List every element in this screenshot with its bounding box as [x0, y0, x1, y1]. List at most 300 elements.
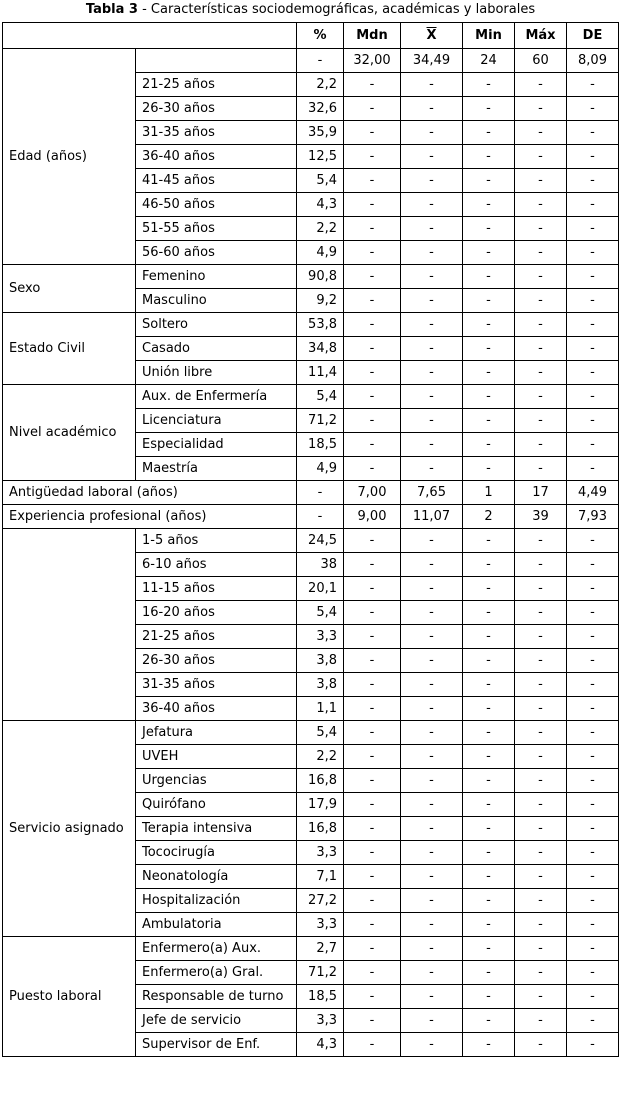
cell-min-empty: -: [463, 937, 515, 961]
row-label: Tococirugía: [136, 841, 297, 865]
cell-de-empty: -: [567, 889, 619, 913]
row-label: 36-40 años: [136, 697, 297, 721]
cell-max-empty: -: [515, 697, 567, 721]
cell-de: 8,09: [567, 49, 619, 73]
cell-pct: 3,3: [297, 913, 344, 937]
cell-de-empty: -: [567, 793, 619, 817]
cell-min: 2: [463, 505, 515, 529]
row-label: Masculino: [136, 289, 297, 313]
cell-max-empty: -: [515, 121, 567, 145]
table-caption: [0, 0, 621, 22]
cell-de-empty: -: [567, 1033, 619, 1057]
cell-pct: 3,3: [297, 841, 344, 865]
mean-symbol: $\overline{X}$: [426, 28, 437, 43]
cell-de-empty: -: [567, 673, 619, 697]
cell-pct: 32,6: [297, 97, 344, 121]
cell-mdn-empty: -: [344, 889, 401, 913]
cell-mean-empty: -: [401, 817, 463, 841]
cell-mdn-empty: -: [344, 985, 401, 1009]
table-row: [3, 265, 619, 289]
cell-pct: 90,8: [297, 265, 344, 289]
cell-mean-empty: -: [401, 601, 463, 625]
cell-mean-empty: -: [401, 673, 463, 697]
header-mean: [401, 23, 463, 49]
cell-mean: 7,65: [401, 481, 463, 505]
cell-pct: 3,3: [297, 1009, 344, 1033]
cell-mdn: 9,00: [344, 505, 401, 529]
cell-min-empty: -: [463, 673, 515, 697]
cell-mean-empty: -: [401, 121, 463, 145]
cell-mdn-empty: -: [344, 961, 401, 985]
cell-mean-empty: -: [401, 721, 463, 745]
table-body: [3, 49, 619, 1057]
header-blank: [3, 23, 297, 49]
cell-mdn-empty: -: [344, 217, 401, 241]
row-label: 31-35 años: [136, 121, 297, 145]
cell-mean-empty: -: [401, 193, 463, 217]
cell-max-empty: -: [515, 241, 567, 265]
cell-mean-empty: -: [401, 361, 463, 385]
cell-pct: 2,2: [297, 745, 344, 769]
table-row: [3, 505, 619, 529]
cell-pct: 35,9: [297, 121, 344, 145]
cell-max-empty: -: [515, 913, 567, 937]
cell-max-empty: -: [515, 1009, 567, 1033]
cell-min-empty: -: [463, 289, 515, 313]
cell-max-empty: -: [515, 409, 567, 433]
row-label: Antigüedad laboral (años): [3, 481, 297, 505]
cell-mdn-empty: -: [344, 1033, 401, 1057]
cell-max-empty: -: [515, 841, 567, 865]
cell-de-empty: -: [567, 697, 619, 721]
cell-mdn-empty: -: [344, 193, 401, 217]
cell-mdn-empty: -: [344, 817, 401, 841]
cell-de: 4,49: [567, 481, 619, 505]
cell-pct: 4,9: [297, 241, 344, 265]
cell-pct: -: [297, 49, 344, 73]
cell-pct: 11,4: [297, 361, 344, 385]
cell-mean-empty: -: [401, 289, 463, 313]
row-sublabel-empty: [136, 49, 297, 73]
cell-mdn-empty: -: [344, 337, 401, 361]
cell-mdn-empty: -: [344, 913, 401, 937]
cell-pct: 5,4: [297, 721, 344, 745]
cell-mean-empty: -: [401, 313, 463, 337]
cell-min-empty: -: [463, 409, 515, 433]
cell-mean: 11,07: [401, 505, 463, 529]
cell-mdn-empty: -: [344, 865, 401, 889]
cell-mdn-empty: -: [344, 241, 401, 265]
row-label: 26-30 años: [136, 97, 297, 121]
cell-pct: 2,2: [297, 73, 344, 97]
cell-de-empty: -: [567, 529, 619, 553]
cell-mean-empty: -: [401, 217, 463, 241]
cell-mdn-empty: -: [344, 265, 401, 289]
cell-max: 39: [515, 505, 567, 529]
cell-mean: 34,49: [401, 49, 463, 73]
cell-pct: 16,8: [297, 769, 344, 793]
cell-de-empty: -: [567, 289, 619, 313]
cell-pct: -: [297, 505, 344, 529]
row-label: Responsable de turno: [136, 985, 297, 1009]
cell-min-empty: -: [463, 865, 515, 889]
cell-min-empty: -: [463, 745, 515, 769]
cell-mdn-empty: -: [344, 1009, 401, 1033]
cell-min-empty: -: [463, 961, 515, 985]
row-label: Especialidad: [136, 433, 297, 457]
cell-max-empty: -: [515, 937, 567, 961]
cell-max-empty: -: [515, 865, 567, 889]
cell-min-empty: -: [463, 793, 515, 817]
cell-max-empty: -: [515, 1033, 567, 1057]
cell-mdn-empty: -: [344, 97, 401, 121]
row-label: Jefe de servicio: [136, 1009, 297, 1033]
cell-max-empty: -: [515, 793, 567, 817]
cell-mdn-empty: -: [344, 361, 401, 385]
cell-min-empty: -: [463, 913, 515, 937]
cell-min-empty: -: [463, 433, 515, 457]
cell-min-empty: -: [463, 337, 515, 361]
cell-pct: 27,2: [297, 889, 344, 913]
cell-pct: 17,9: [297, 793, 344, 817]
cell-de-empty: -: [567, 337, 619, 361]
cell-max-empty: -: [515, 433, 567, 457]
cell-max-empty: -: [515, 601, 567, 625]
cell-mean-empty: -: [401, 1009, 463, 1033]
cell-pct: -: [297, 481, 344, 505]
cell-max-empty: -: [515, 145, 567, 169]
cell-min-empty: -: [463, 529, 515, 553]
row-label: 6-10 años: [136, 553, 297, 577]
cell-max-empty: -: [515, 817, 567, 841]
group-label: Puesto laboral: [3, 937, 136, 1057]
cell-min-empty: -: [463, 145, 515, 169]
cell-min-empty: -: [463, 1033, 515, 1057]
cell-max: 17: [515, 481, 567, 505]
row-label: 21-25 años: [136, 73, 297, 97]
table-row: [3, 313, 619, 337]
cell-mdn-empty: -: [344, 289, 401, 313]
cell-mdn-empty: -: [344, 577, 401, 601]
cell-min-empty: -: [463, 217, 515, 241]
cell-de-empty: -: [567, 841, 619, 865]
header-max: Máx: [515, 23, 567, 49]
cell-pct: 71,2: [297, 961, 344, 985]
cell-min: 24: [463, 49, 515, 73]
group-label: [3, 529, 136, 721]
cell-mean-empty: -: [401, 145, 463, 169]
cell-mean-empty: -: [401, 385, 463, 409]
cell-de-empty: -: [567, 265, 619, 289]
cell-min-empty: -: [463, 457, 515, 481]
cell-mean-empty: -: [401, 889, 463, 913]
cell-min-empty: -: [463, 985, 515, 1009]
cell-max-empty: -: [515, 985, 567, 1009]
data-table: [2, 22, 619, 1057]
cell-mean-empty: -: [401, 625, 463, 649]
cell-pct: 71,2: [297, 409, 344, 433]
cell-mdn-empty: -: [344, 73, 401, 97]
cell-de-empty: -: [567, 937, 619, 961]
row-label: Aux. de Enfermería: [136, 385, 297, 409]
table-row: [3, 937, 619, 961]
cell-min-empty: -: [463, 73, 515, 97]
cell-mdn-empty: -: [344, 793, 401, 817]
row-label: Femenino: [136, 265, 297, 289]
cell-pct: 24,5: [297, 529, 344, 553]
cell-mean-empty: -: [401, 73, 463, 97]
cell-max-empty: -: [515, 769, 567, 793]
cell-min-empty: -: [463, 889, 515, 913]
cell-mean-empty: -: [401, 865, 463, 889]
cell-pct: 34,8: [297, 337, 344, 361]
cell-mdn-empty: -: [344, 937, 401, 961]
cell-de-empty: -: [567, 169, 619, 193]
cell-max-empty: -: [515, 193, 567, 217]
cell-min: 1: [463, 481, 515, 505]
cell-min-empty: -: [463, 193, 515, 217]
row-label: Hospitalización: [136, 889, 297, 913]
table-row: [3, 49, 619, 73]
cell-mdn-empty: -: [344, 433, 401, 457]
cell-min-empty: -: [463, 721, 515, 745]
row-label: 11-15 años: [136, 577, 297, 601]
row-label: Soltero: [136, 313, 297, 337]
cell-mdn-empty: -: [344, 169, 401, 193]
cell-pct: 5,4: [297, 601, 344, 625]
cell-max-empty: -: [515, 529, 567, 553]
cell-mdn: 7,00: [344, 481, 401, 505]
row-label: Licenciatura: [136, 409, 297, 433]
cell-pct: 2,2: [297, 217, 344, 241]
table-row: [3, 385, 619, 409]
cell-mdn-empty: -: [344, 721, 401, 745]
row-label: Ambulatoria: [136, 913, 297, 937]
cell-mdn-empty: -: [344, 313, 401, 337]
cell-pct: 9,2: [297, 289, 344, 313]
cell-max-empty: -: [515, 721, 567, 745]
cell-min-empty: -: [463, 169, 515, 193]
cell-mean-empty: -: [401, 553, 463, 577]
header-mdn: Mdn: [344, 23, 401, 49]
cell-pct: 7,1: [297, 865, 344, 889]
cell-mean-empty: -: [401, 529, 463, 553]
row-label: 36-40 años: [136, 145, 297, 169]
cell-pct: 12,5: [297, 145, 344, 169]
row-label: Neonatología: [136, 865, 297, 889]
cell-de-empty: -: [567, 817, 619, 841]
header-pct: %: [297, 23, 344, 49]
cell-mean-empty: -: [401, 433, 463, 457]
row-label: 26-30 años: [136, 649, 297, 673]
cell-max-empty: -: [515, 457, 567, 481]
cell-de-empty: -: [567, 577, 619, 601]
group-label: Sexo: [3, 265, 136, 313]
row-label: Experiencia profesional (años): [3, 505, 297, 529]
cell-de-empty: -: [567, 985, 619, 1009]
cell-pct: 20,1: [297, 577, 344, 601]
cell-de-empty: -: [567, 745, 619, 769]
cell-max-empty: -: [515, 673, 567, 697]
cell-max-empty: -: [515, 385, 567, 409]
cell-max-empty: -: [515, 889, 567, 913]
cell-min-empty: -: [463, 817, 515, 841]
cell-mean-empty: -: [401, 697, 463, 721]
cell-pct: 2,7: [297, 937, 344, 961]
cell-min-empty: -: [463, 601, 515, 625]
row-label: Jefatura: [136, 721, 297, 745]
cell-mean-empty: -: [401, 1033, 463, 1057]
cell-max-empty: -: [515, 97, 567, 121]
cell-min-empty: -: [463, 697, 515, 721]
group-label: Estado Civil: [3, 313, 136, 385]
cell-pct: 5,4: [297, 169, 344, 193]
cell-pct: 1,1: [297, 697, 344, 721]
cell-de-empty: -: [567, 121, 619, 145]
cell-mdn-empty: -: [344, 649, 401, 673]
table-row: [3, 721, 619, 745]
cell-max-empty: -: [515, 553, 567, 577]
cell-pct: 4,3: [297, 193, 344, 217]
cell-min-empty: -: [463, 97, 515, 121]
cell-min-empty: -: [463, 265, 515, 289]
cell-pct: 5,4: [297, 385, 344, 409]
cell-de-empty: -: [567, 961, 619, 985]
cell-de-empty: -: [567, 913, 619, 937]
cell-de-empty: -: [567, 361, 619, 385]
row-label: 21-25 años: [136, 625, 297, 649]
cell-pct: 53,8: [297, 313, 344, 337]
cell-pct: 3,3: [297, 625, 344, 649]
row-label: Terapia intensiva: [136, 817, 297, 841]
cell-de: 7,93: [567, 505, 619, 529]
cell-mdn-empty: -: [344, 745, 401, 769]
cell-mdn-empty: -: [344, 409, 401, 433]
cell-pct: 4,3: [297, 1033, 344, 1057]
caption-label: Tabla 3: [85, 2, 138, 17]
cell-mean-empty: -: [401, 577, 463, 601]
cell-de-empty: -: [567, 865, 619, 889]
cell-max-empty: -: [515, 313, 567, 337]
cell-min-empty: -: [463, 577, 515, 601]
row-label: UVEH: [136, 745, 297, 769]
cell-max: 60: [515, 49, 567, 73]
cell-max-empty: -: [515, 217, 567, 241]
cell-mdn-empty: -: [344, 673, 401, 697]
header-row: [3, 23, 619, 49]
cell-de-empty: -: [567, 193, 619, 217]
cell-de-empty: -: [567, 241, 619, 265]
row-label: Quirófano: [136, 793, 297, 817]
cell-de-empty: -: [567, 217, 619, 241]
cell-mean-empty: -: [401, 769, 463, 793]
cell-min-empty: -: [463, 1009, 515, 1033]
cell-max-empty: -: [515, 265, 567, 289]
cell-de-empty: -: [567, 649, 619, 673]
cell-min-empty: -: [463, 625, 515, 649]
cell-mean-empty: -: [401, 241, 463, 265]
cell-mdn-empty: -: [344, 457, 401, 481]
cell-de-empty: -: [567, 409, 619, 433]
cell-max-empty: -: [515, 961, 567, 985]
cell-de-empty: -: [567, 625, 619, 649]
cell-mean-empty: -: [401, 97, 463, 121]
table-row: [3, 529, 619, 553]
row-label: 41-45 años: [136, 169, 297, 193]
row-label: Unión libre: [136, 361, 297, 385]
cell-max-empty: -: [515, 73, 567, 97]
row-label: Casado: [136, 337, 297, 361]
cell-de-empty: -: [567, 385, 619, 409]
cell-max-empty: -: [515, 337, 567, 361]
cell-mdn-empty: -: [344, 121, 401, 145]
cell-de-empty: -: [567, 1009, 619, 1033]
cell-mean-empty: -: [401, 265, 463, 289]
cell-pct: 18,5: [297, 985, 344, 1009]
caption-text: - Características sociodemográficas, académicas y laborales: [142, 2, 536, 17]
cell-mdn-empty: -: [344, 769, 401, 793]
cell-de-empty: -: [567, 433, 619, 457]
cell-max-empty: -: [515, 649, 567, 673]
row-label: 46-50 años: [136, 193, 297, 217]
cell-mean-empty: -: [401, 841, 463, 865]
row-label: 56-60 años: [136, 241, 297, 265]
row-label: 51-55 años: [136, 217, 297, 241]
cell-de-empty: -: [567, 553, 619, 577]
header-min: Min: [463, 23, 515, 49]
row-label: Enfermero(a) Gral.: [136, 961, 297, 985]
row-label: Urgencias: [136, 769, 297, 793]
table-row: [3, 481, 619, 505]
cell-mean-empty: -: [401, 985, 463, 1009]
cell-min-empty: -: [463, 241, 515, 265]
cell-mdn-empty: -: [344, 385, 401, 409]
row-label: Supervisor de Enf.: [136, 1033, 297, 1057]
cell-de-empty: -: [567, 145, 619, 169]
cell-min-empty: -: [463, 769, 515, 793]
row-label: 31-35 años: [136, 673, 297, 697]
cell-mean-empty: -: [401, 169, 463, 193]
cell-mean-empty: -: [401, 961, 463, 985]
cell-mdn-empty: -: [344, 529, 401, 553]
cell-mean-empty: -: [401, 937, 463, 961]
cell-de-empty: -: [567, 601, 619, 625]
group-label: Servicio asignado: [3, 721, 136, 937]
cell-de-empty: -: [567, 769, 619, 793]
cell-de-empty: -: [567, 457, 619, 481]
cell-max-empty: -: [515, 361, 567, 385]
cell-max-empty: -: [515, 289, 567, 313]
cell-pct: 18,5: [297, 433, 344, 457]
group-label: Nivel académico: [3, 385, 136, 481]
cell-mdn-empty: -: [344, 601, 401, 625]
cell-mdn-empty: -: [344, 697, 401, 721]
cell-mdn-empty: -: [344, 625, 401, 649]
cell-pct: 4,9: [297, 457, 344, 481]
cell-max-empty: -: [515, 169, 567, 193]
cell-de-empty: -: [567, 73, 619, 97]
cell-de-empty: -: [567, 313, 619, 337]
cell-mean-empty: -: [401, 337, 463, 361]
cell-min-empty: -: [463, 553, 515, 577]
cell-min-empty: -: [463, 121, 515, 145]
cell-pct: 38: [297, 553, 344, 577]
cell-mean-empty: -: [401, 409, 463, 433]
cell-min-empty: -: [463, 313, 515, 337]
row-label: 1-5 años: [136, 529, 297, 553]
cell-min-empty: -: [463, 841, 515, 865]
cell-mdn-empty: -: [344, 841, 401, 865]
